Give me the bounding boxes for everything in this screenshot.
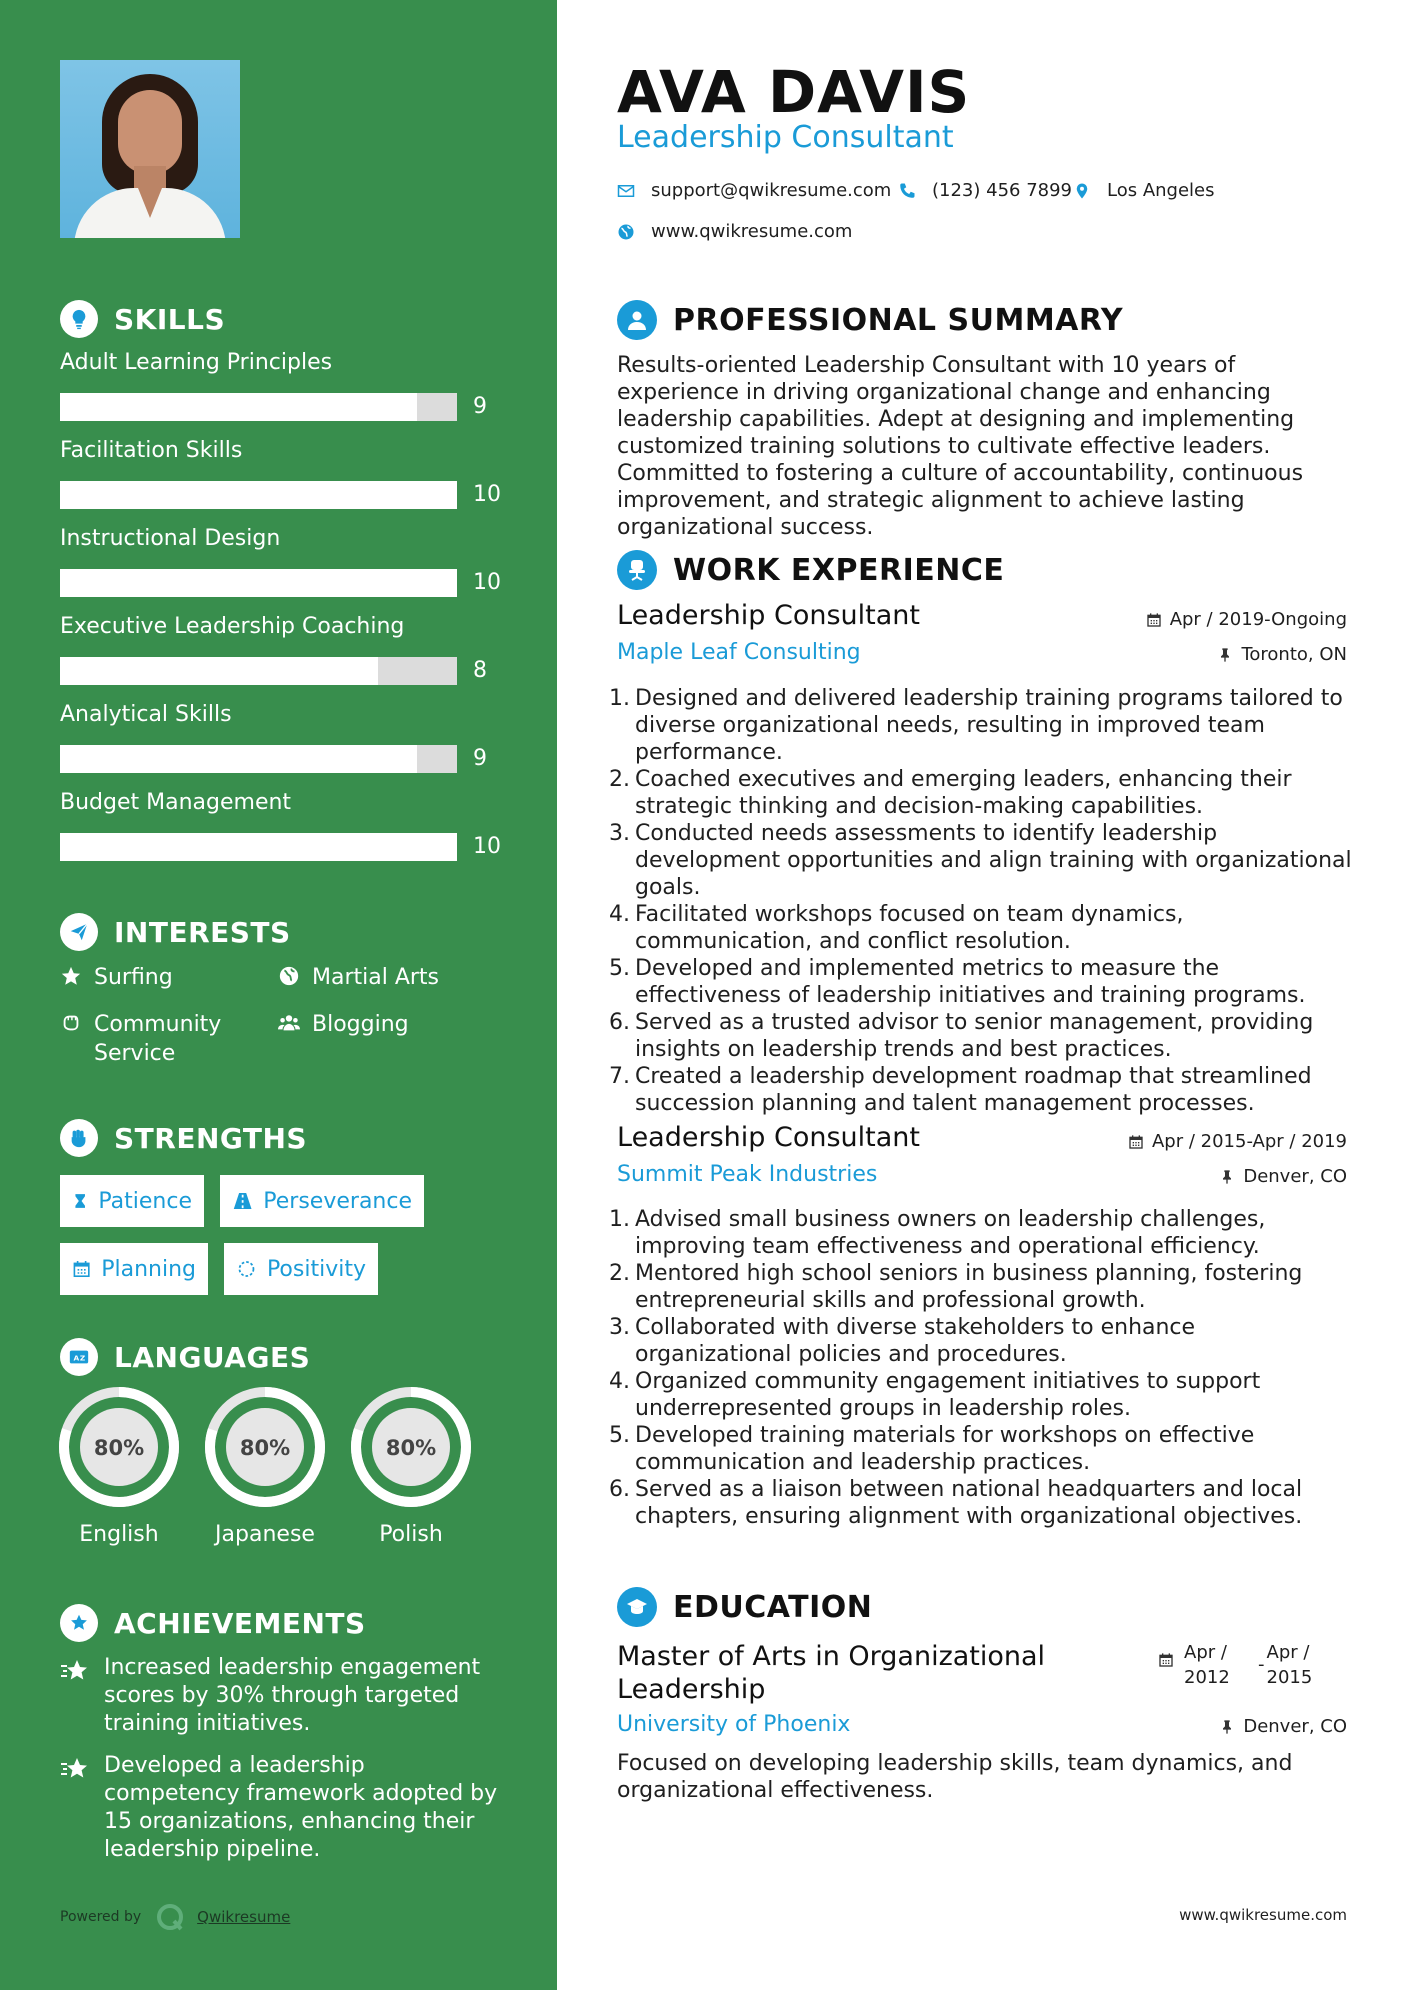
road-icon xyxy=(232,1190,253,1212)
education-location xyxy=(1219,1716,1347,1737)
skill-bar-fill xyxy=(60,481,457,509)
spinner-icon xyxy=(236,1258,257,1280)
job-bullets xyxy=(609,685,1357,1117)
interests-title: INTERESTS xyxy=(114,915,291,949)
strength-tag xyxy=(224,1243,378,1295)
profile-photo xyxy=(60,60,240,238)
experience-title: WORK EXPERIENCE xyxy=(673,552,1005,588)
skill-bar xyxy=(60,393,457,421)
calendar-icon xyxy=(1158,1652,1174,1668)
pushpin-icon xyxy=(1219,1719,1235,1735)
language-percent: 80% xyxy=(93,1436,145,1460)
skill-value: 10 xyxy=(473,834,501,859)
job-title: Leadership Consultant xyxy=(617,1122,920,1153)
bullet-text: Coached executives and emerging leaders, enhancing their strategic thinking and decision-making capabilities. xyxy=(635,767,1292,819)
skill-name: Adult Learning Principles xyxy=(60,350,333,375)
strengths-title: STRENGTHS xyxy=(114,1121,308,1155)
skill-name: Analytical Skills xyxy=(60,702,232,727)
list-item: 3. Conducted needs assessments to identify leadership development opportunities and align training with organizational goals. xyxy=(609,821,1352,900)
bullet-text: Conducted needs assessments to identify leadership development opportunities and align training with organizational goals. xyxy=(635,821,1352,900)
location-text: Los Angeles xyxy=(1107,180,1215,201)
list-item: 7. Created a leadership development roadmap that streamlined succession planning and talent management processes. xyxy=(609,1064,1312,1116)
education-start: Apr / 2012 xyxy=(1184,1642,1230,1688)
email-text[interactable]: support@qwikresume.com xyxy=(651,180,892,201)
group-icon xyxy=(278,1012,300,1034)
job-location xyxy=(1219,1166,1347,1187)
summary-text: Results-oriented Leadership Consultant with 10 years of experience in driving organizational change and enhancing leadership capabilities. Adept at designing and implementing customized training solutions to cultivate effective leaders. Committed to fostering a culture of accountability, continuous improvement, and strategic alignment to achieve lasting organizational success. xyxy=(617,353,1304,540)
graduation-icon xyxy=(617,1587,657,1627)
interests-heading xyxy=(60,913,291,951)
skill-item xyxy=(60,702,520,771)
calendar-icon xyxy=(1146,612,1162,628)
list-item: 2. Mentored high school seniors in business planning, fostering entrepreneurial skills and professional growth. xyxy=(609,1261,1303,1313)
skill-bar xyxy=(60,833,457,861)
bullet-text: Mentored high school seniors in business planning, fostering entrepreneurial skills and professional growth. xyxy=(635,1261,1303,1313)
pushpin-icon xyxy=(1217,647,1233,663)
list-item: 1. Advised small business owners on leadership challenges, improving team effectiveness and operational efficiency. xyxy=(609,1207,1266,1259)
job-location-text: Toronto, ON xyxy=(1241,644,1347,665)
list-item: 4. Facilitated workshops focused on team dynamics, communication, and conflict resolution. xyxy=(609,902,1184,954)
interest-label: Blogging xyxy=(312,1012,409,1037)
skill-item xyxy=(60,350,520,419)
qwikresume-link[interactable]: Qwikresume xyxy=(197,1908,291,1926)
user-icon xyxy=(617,300,657,340)
education-title: EDUCATION xyxy=(673,1589,873,1625)
language-ring xyxy=(348,1384,474,1510)
paper-plane-icon xyxy=(60,913,98,951)
list-item: 5. Developed and implemented metrics to measure the effectiveness of leadership initiatives and training programs. xyxy=(609,956,1306,1008)
achievement-item xyxy=(60,1654,500,1738)
skill-value: 9 xyxy=(473,394,487,419)
list-item: 1. Designed and delivered leadership training programs tailored to diverse organizational needs, resulting in improved team performance. xyxy=(609,686,1343,765)
interest-item xyxy=(60,1010,260,1068)
achievement-item xyxy=(60,1752,500,1864)
qwikresume-logo-icon xyxy=(155,1902,185,1932)
skill-bar-fill xyxy=(60,833,457,861)
languages-heading xyxy=(60,1338,310,1376)
list-item: 6. Served as a trusted advisor to senior management, providing insights on leadership trends and best practices. xyxy=(609,1010,1314,1062)
main-content xyxy=(609,0,1352,1990)
bullet-text: Developed training materials for workshops on effective communication and leadership practices. xyxy=(635,1423,1255,1475)
bullet-text: Designed and delivered leadership training programs tailored to diverse organizational needs, resulting in improved team performance. xyxy=(635,686,1343,765)
strength-label: Positivity xyxy=(266,1256,366,1282)
job-bullets xyxy=(609,1206,1357,1530)
skill-name: Facilitation Skills xyxy=(60,438,243,463)
skill-bar xyxy=(60,657,457,685)
strength-label: Planning xyxy=(101,1256,196,1282)
trophy-star-icon xyxy=(60,1604,98,1642)
contact-phone xyxy=(898,180,1072,201)
job-dates xyxy=(1128,1131,1347,1152)
interest-label: Community Service xyxy=(94,1012,222,1066)
skill-value: 10 xyxy=(473,570,501,595)
powered-label: Powered by xyxy=(60,1909,142,1925)
summary-title: PROFESSIONAL SUMMARY xyxy=(673,302,1124,338)
interest-label: Martial Arts xyxy=(312,965,440,990)
list-item: 6. Served as a liaison between national headquarters and local chapters, ensuring alignment with organizational objectives. xyxy=(609,1477,1303,1529)
languages-title: LANGUAGES xyxy=(114,1340,311,1374)
job-dates-text: Apr / 2019-Ongoing xyxy=(1169,609,1347,630)
skills-title: SKILLS xyxy=(114,302,226,336)
list-item: 2. Coached executives and emerging leaders, enhancing their strategic thinking and decision-making capabilities. xyxy=(609,767,1292,819)
language-ring xyxy=(202,1384,328,1510)
company-name: Maple Leaf Consulting xyxy=(617,640,861,665)
skill-bar-fill xyxy=(60,657,378,685)
skill-name: Budget Management xyxy=(60,790,292,815)
strength-label: Perseverance xyxy=(263,1188,412,1214)
strength-label: Patience xyxy=(98,1188,192,1214)
skill-bar-fill xyxy=(60,745,417,773)
contact-website xyxy=(617,221,852,242)
contact-location xyxy=(1073,180,1215,201)
skill-name: Executive Leadership Coaching xyxy=(60,614,405,639)
language-item xyxy=(56,1384,182,1547)
skill-name: Instructional Design xyxy=(60,526,281,551)
skill-bar xyxy=(60,745,457,773)
bullet-text: Served as a trusted advisor to senior management, providing insights on leadership trends and best practices. xyxy=(635,1010,1314,1062)
sidebar xyxy=(0,0,557,1990)
candidate-name: AVA DAVIS xyxy=(617,58,971,126)
star-burst-icon xyxy=(60,1754,90,1784)
achievements-title: ACHIEVEMENTS xyxy=(114,1606,366,1640)
language-icon xyxy=(60,1338,98,1376)
svg-text:A: A xyxy=(73,1353,80,1363)
education-description: Focused on developing leadership skills, team dynamics, and organizational effectiveness. xyxy=(617,1751,1293,1803)
envelope-icon xyxy=(617,182,635,200)
language-item xyxy=(348,1384,474,1547)
office-chair-icon xyxy=(617,550,657,590)
skill-item xyxy=(60,790,520,859)
language-name: Japanese xyxy=(215,1522,315,1547)
list-item: 5. Developed training materials for workshops on effective communication and leadership practices. xyxy=(609,1423,1255,1475)
degree-title: Master of Arts in Organizational Leadership xyxy=(617,1641,1046,1705)
bullet-text: Organized community engagement initiatives to support underrepresented groups in leadership roles. xyxy=(635,1369,1261,1421)
job-location-text: Denver, CO xyxy=(1243,1166,1347,1187)
language-percent: 80% xyxy=(239,1436,291,1460)
skill-bar xyxy=(60,569,457,597)
job-dates xyxy=(1146,609,1347,630)
skill-value: 10 xyxy=(473,482,501,507)
star-burst-icon xyxy=(60,1656,90,1686)
phone-icon xyxy=(898,182,916,200)
job-dates-text: Apr / 2015-Apr / 2019 xyxy=(1151,1131,1347,1152)
calendar-icon xyxy=(72,1258,91,1280)
list-item: 3. Collaborated with diverse stakeholders to enhance organizational policies and procedures. xyxy=(609,1315,1196,1367)
achievements-heading xyxy=(60,1604,366,1642)
school-name: University of Phoenix xyxy=(617,1712,851,1737)
skill-bar-fill xyxy=(60,393,417,421)
bullet-text: Collaborated with diverse stakeholders to enhance organizational policies and procedures. xyxy=(635,1315,1196,1367)
company-name: Summit Peak Industries xyxy=(617,1162,878,1187)
language-name: Polish xyxy=(379,1522,443,1547)
hourglass-icon xyxy=(72,1190,88,1212)
skill-bar xyxy=(60,481,457,509)
skills-heading xyxy=(60,300,225,338)
powered-by xyxy=(60,1902,290,1932)
experience-heading xyxy=(617,550,1004,590)
hand-icon xyxy=(60,1012,82,1034)
phone-text: (123) 456 7899 xyxy=(932,180,1073,201)
bullet-text: Created a leadership development roadmap that streamlined succession planning and talent management processes. xyxy=(635,1064,1312,1116)
summary-heading xyxy=(617,300,1123,340)
language-percent: 80% xyxy=(385,1436,437,1460)
strength-tag xyxy=(60,1175,204,1227)
language-item xyxy=(202,1384,328,1547)
achievement-text: Increased leadership engagement scores by 30% through targeted training initiatives. xyxy=(104,1655,481,1736)
svg-text:Z: Z xyxy=(79,1353,86,1363)
interest-label: Surfing xyxy=(94,965,173,990)
globe-icon xyxy=(617,223,635,241)
strengths-heading xyxy=(60,1119,307,1157)
education-heading xyxy=(617,1587,872,1627)
skill-item xyxy=(60,526,520,595)
bullet-text: Developed and implemented metrics to measure the effectiveness of leadership initiatives and training programs. xyxy=(635,956,1306,1008)
globe-icon xyxy=(278,965,300,987)
strength-tag xyxy=(60,1243,208,1295)
language-name: English xyxy=(79,1522,159,1547)
education-end: Apr / 2015 xyxy=(1266,1642,1313,1688)
job-location xyxy=(1217,644,1347,665)
education-location-text: Denver, CO xyxy=(1243,1716,1347,1737)
list-item: 4. Organized community engagement initiatives to support underrepresented groups in leadership roles. xyxy=(609,1369,1261,1421)
lightbulb-icon xyxy=(60,300,98,338)
website-text[interactable]: www.qwikresume.com xyxy=(651,221,853,242)
bullet-text: Facilitated workshops focused on team dynamics, communication, and conflict resolution. xyxy=(635,902,1184,954)
strength-tag xyxy=(220,1175,424,1227)
contact-email xyxy=(617,180,891,201)
skill-item xyxy=(60,614,520,683)
education-dates xyxy=(1158,1640,1327,1690)
star-icon xyxy=(60,965,82,987)
achievement-text: Developed a leadership competency framework adopted by 15 organizations, enhancing their leadership pipeline. xyxy=(104,1753,498,1862)
skill-item xyxy=(60,438,520,507)
bullet-text: Advised small business owners on leadership challenges, improving team effectiveness and operational efficiency. xyxy=(635,1207,1266,1259)
pushpin-icon xyxy=(1219,1169,1235,1185)
calendar-icon xyxy=(1128,1134,1144,1150)
candidate-role: Leadership Consultant xyxy=(617,120,954,155)
language-ring xyxy=(56,1384,182,1510)
skill-bar-fill xyxy=(60,569,457,597)
job-title: Leadership Consultant xyxy=(617,600,920,631)
footer-url[interactable]: www.qwikresume.com xyxy=(1179,1906,1347,1924)
interest-item xyxy=(278,963,498,992)
map-pin-icon xyxy=(1073,182,1091,200)
interest-item xyxy=(60,963,260,992)
fist-icon xyxy=(60,1119,98,1157)
date-separator: - xyxy=(1258,1654,1265,1675)
skill-value: 9 xyxy=(473,746,487,771)
bullet-text: Served as a liaison between national headquarters and local chapters, ensuring alignment with organizational objectives. xyxy=(635,1477,1303,1529)
skill-value: 8 xyxy=(473,658,487,683)
interest-item xyxy=(278,1010,498,1039)
